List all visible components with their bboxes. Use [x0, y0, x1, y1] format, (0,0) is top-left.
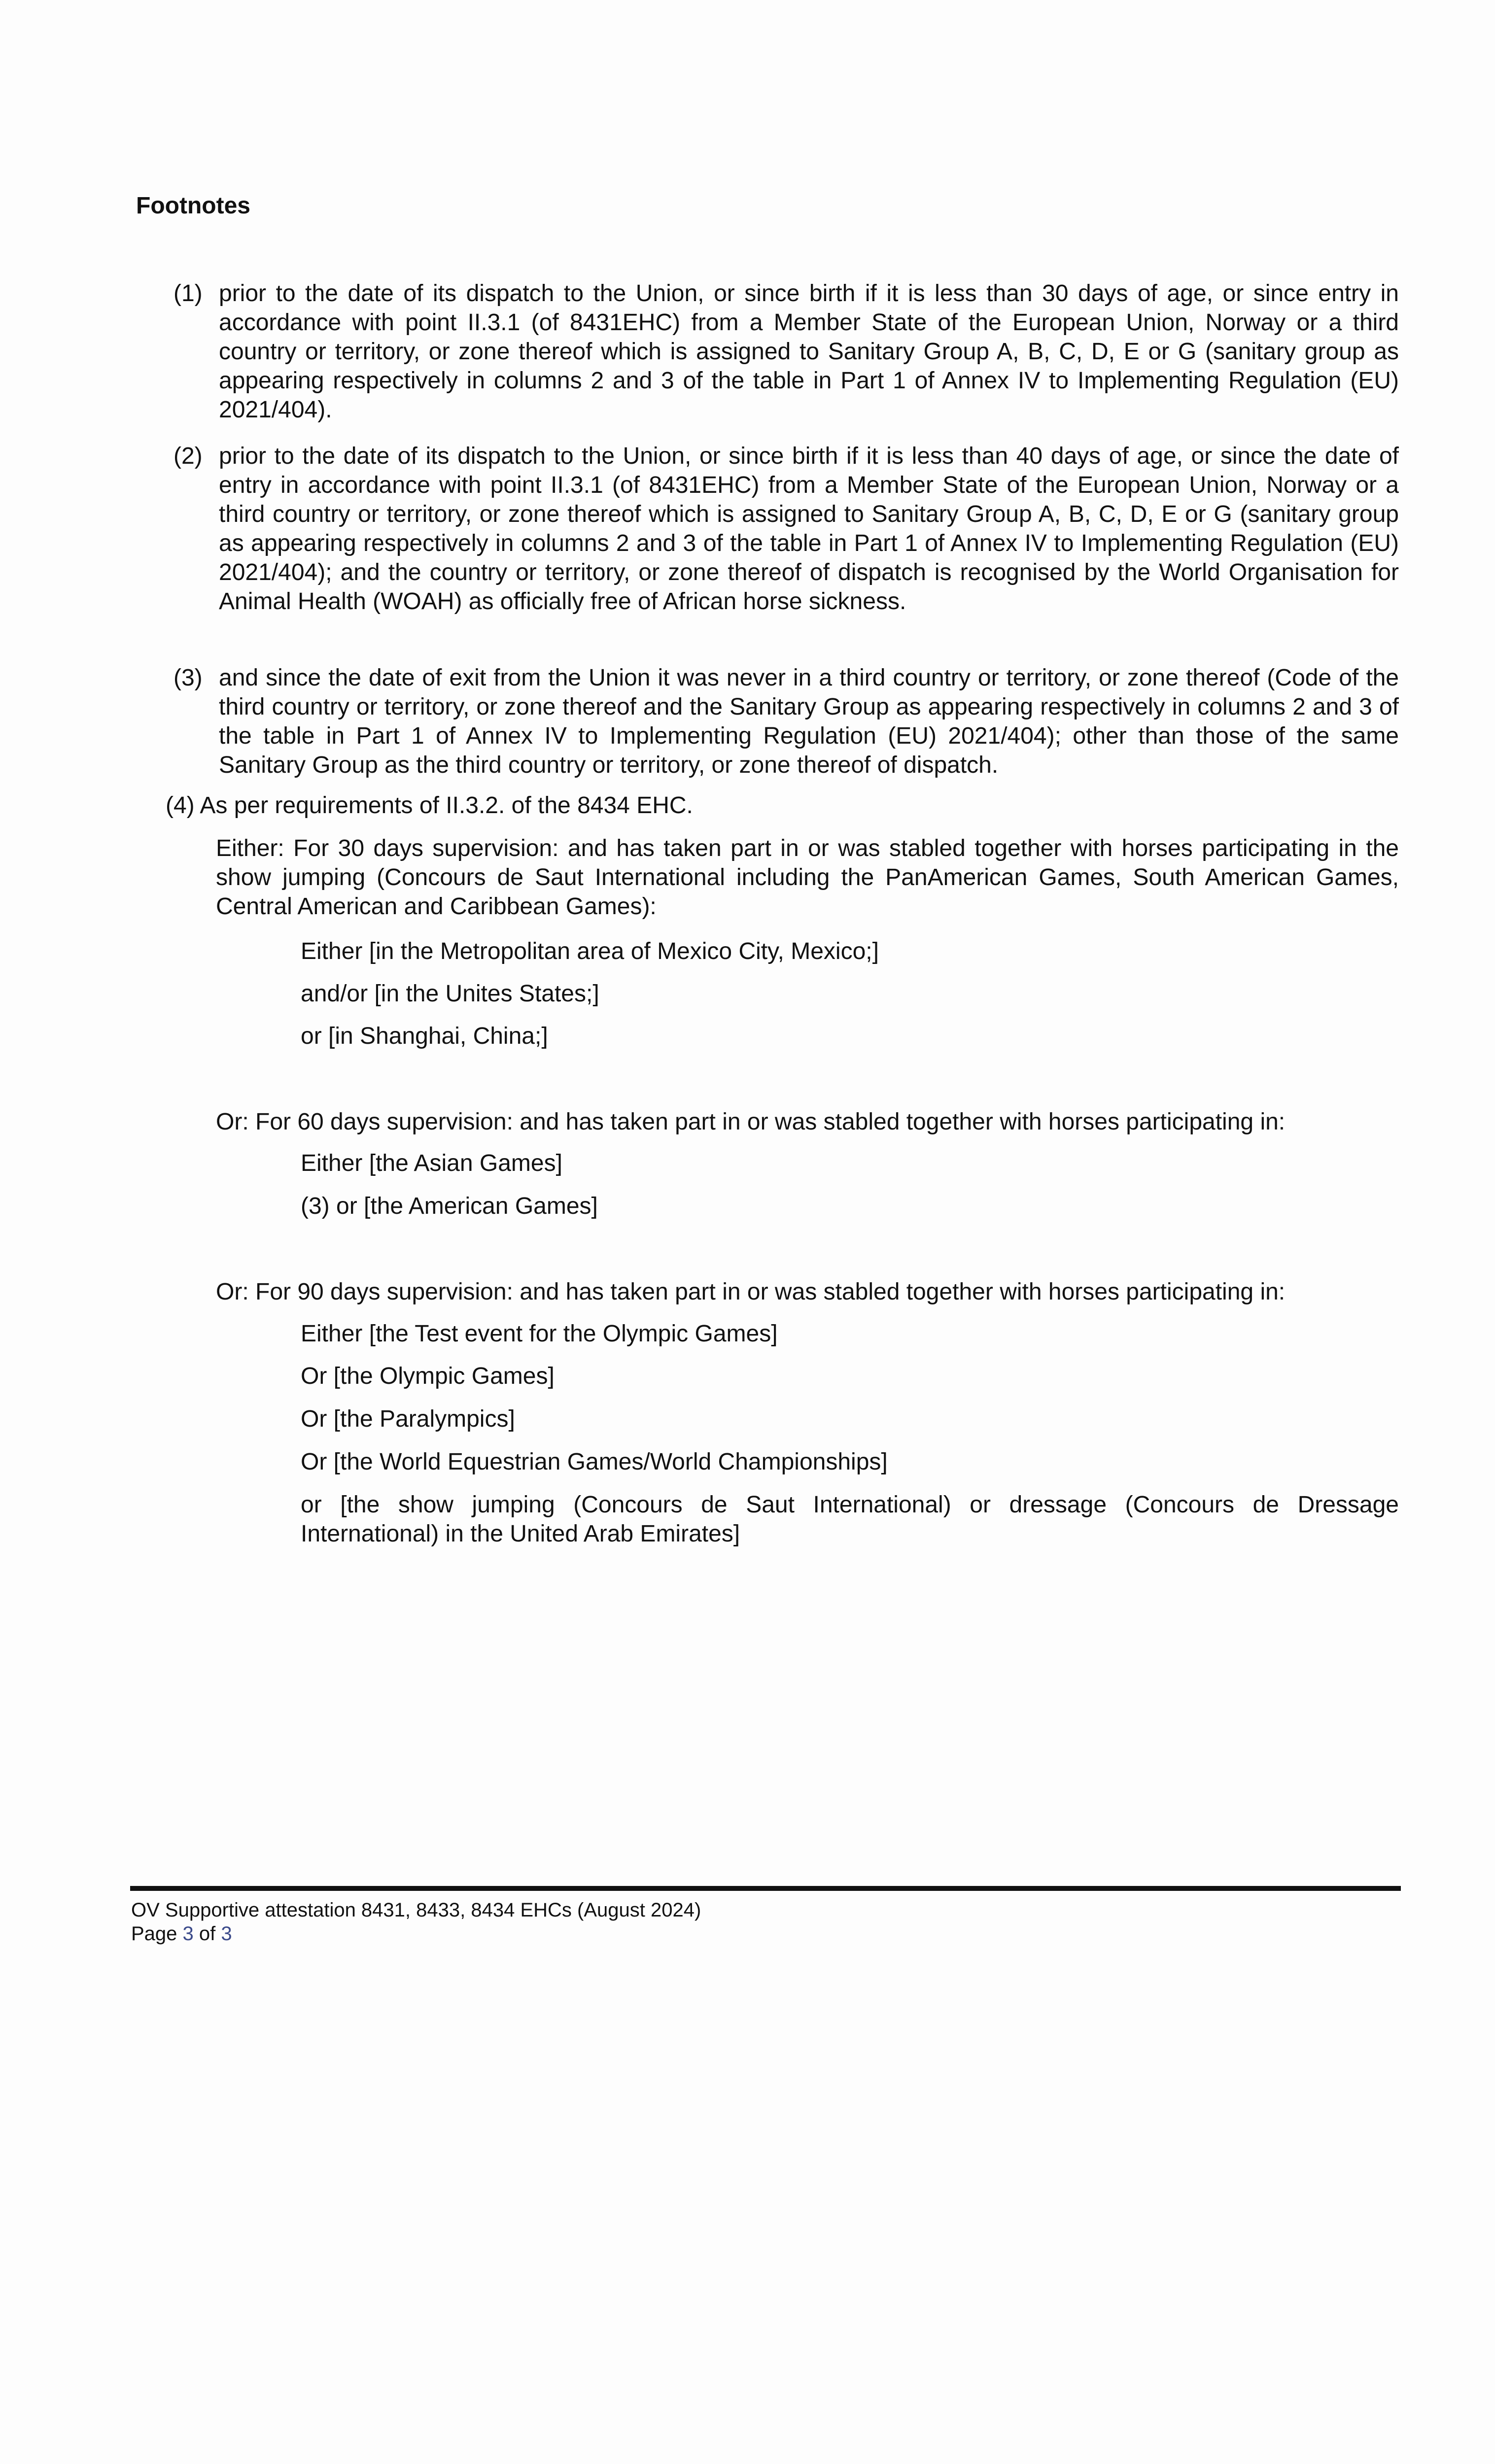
page-prefix: Page — [131, 1923, 183, 1945]
footnote-2 — [174, 442, 1399, 616]
footnote-text: and since the date of exit from the Union it was never in a third country or territory, or zone thereof (Code of the third country or territory, or zone thereof and the Sanitary Group as appearing respectively in columns 2 and 3 of the table in Part 1 of Annex IV to Implementing Regulation (EU) 2021/404); other than those of the same Sanitary Group as the third country or territory, or zone thereof of dispatch. — [219, 665, 1399, 778]
footer-divider — [130, 1886, 1401, 1891]
or-90-item: or [the show jumping (Concours de Saut International) or dressage (Concours de Dressage International) in the United Arab Emirates] — [301, 1492, 1399, 1547]
footer-document-title: OV Supportive attestation 8431, 8433, 8434 EHCs (August 2024) — [131, 1899, 701, 1921]
or-90-item: Or [the World Equestrian Games/World Championships] — [301, 1449, 888, 1475]
or-60-item: (3) or [the American Games] — [301, 1193, 598, 1219]
footnote-text: prior to the date of its dispatch to the Union, or since birth if it is less than 40 days of age, or since the date of entry in accordance with point II.3.1 (of 8431EHC) from a Member State of the European Union, Norway or a third country or territory, or zone thereof which is assigned to Sanitary Group A, B, C, D, E or G (sanitary group as appearing respectively in columns 2 and 3 of the table in Part 1 of Annex IV to Implementing Regulation (EU) 2021/404); and the country or territory, or zone thereof of dispatch is recognised by the World Organisation for Animal Health (WOAH) as officially free of African horse sickness. — [219, 443, 1399, 615]
or-90-item: Either [the Test event for the Olympic Games] — [301, 1321, 778, 1347]
page-separator: of — [193, 1923, 221, 1945]
or-90-item: Or [the Paralympics] — [301, 1406, 515, 1432]
footnotes-heading: Footnotes — [136, 193, 250, 219]
page-current: 3 — [182, 1923, 194, 1945]
or-90-item: Or [the Olympic Games] — [301, 1363, 555, 1389]
page-footer — [131, 1898, 701, 1946]
footnote-number: (1) — [174, 280, 203, 307]
either-30-days-intro: Either: For 30 days supervision: and has taken part in or was stabled together with horses participating in the show jumping (Concours de Saut International including the PanAmerican Games, South American Games, Central American and Caribbean Games): — [216, 835, 1399, 920]
footnote-3 — [174, 663, 1399, 780]
footnote-number: (3) — [174, 665, 203, 691]
either-30-item: Either [in the Metropolitan area of Mexico City, Mexico;] — [301, 938, 879, 964]
footnote-text: prior to the date of its dispatch to the Union, or since birth if it is less than 30 days of age, or since entry in accordance with point II.3.1 (of 8431EHC) from a Member State of the European Union, Norway or a third country or territory, or zone thereof which is assigned to Sanitary Group A, B, C, D, E or G (sanitary group as appearing respectively in columns 2 and 3 of the table in Part 1 of Annex IV to Implementing Regulation (EU) 2021/404). — [219, 280, 1399, 423]
either-30-item: and/or [in the Unites States;] — [301, 981, 599, 1007]
either-30-item: or [in Shanghai, China;] — [301, 1023, 548, 1049]
footer-page-number — [131, 1922, 701, 1946]
or-60-days-intro: Or: For 60 days supervision: and has taken part in or was stabled together with horses participating in: — [216, 1109, 1286, 1135]
footnote-4-heading: (4) As per requirements of II.3.2. of the 8434 EHC. — [166, 792, 693, 819]
footnote-number: (2) — [174, 443, 203, 469]
or-60-item: Either [the Asian Games] — [301, 1150, 562, 1176]
or-90-days-intro: Or: For 90 days supervision: and has taken part in or was stabled together with horses participating in: — [216, 1279, 1286, 1305]
page-total: 3 — [221, 1923, 232, 1945]
footnote-1 — [174, 279, 1399, 424]
